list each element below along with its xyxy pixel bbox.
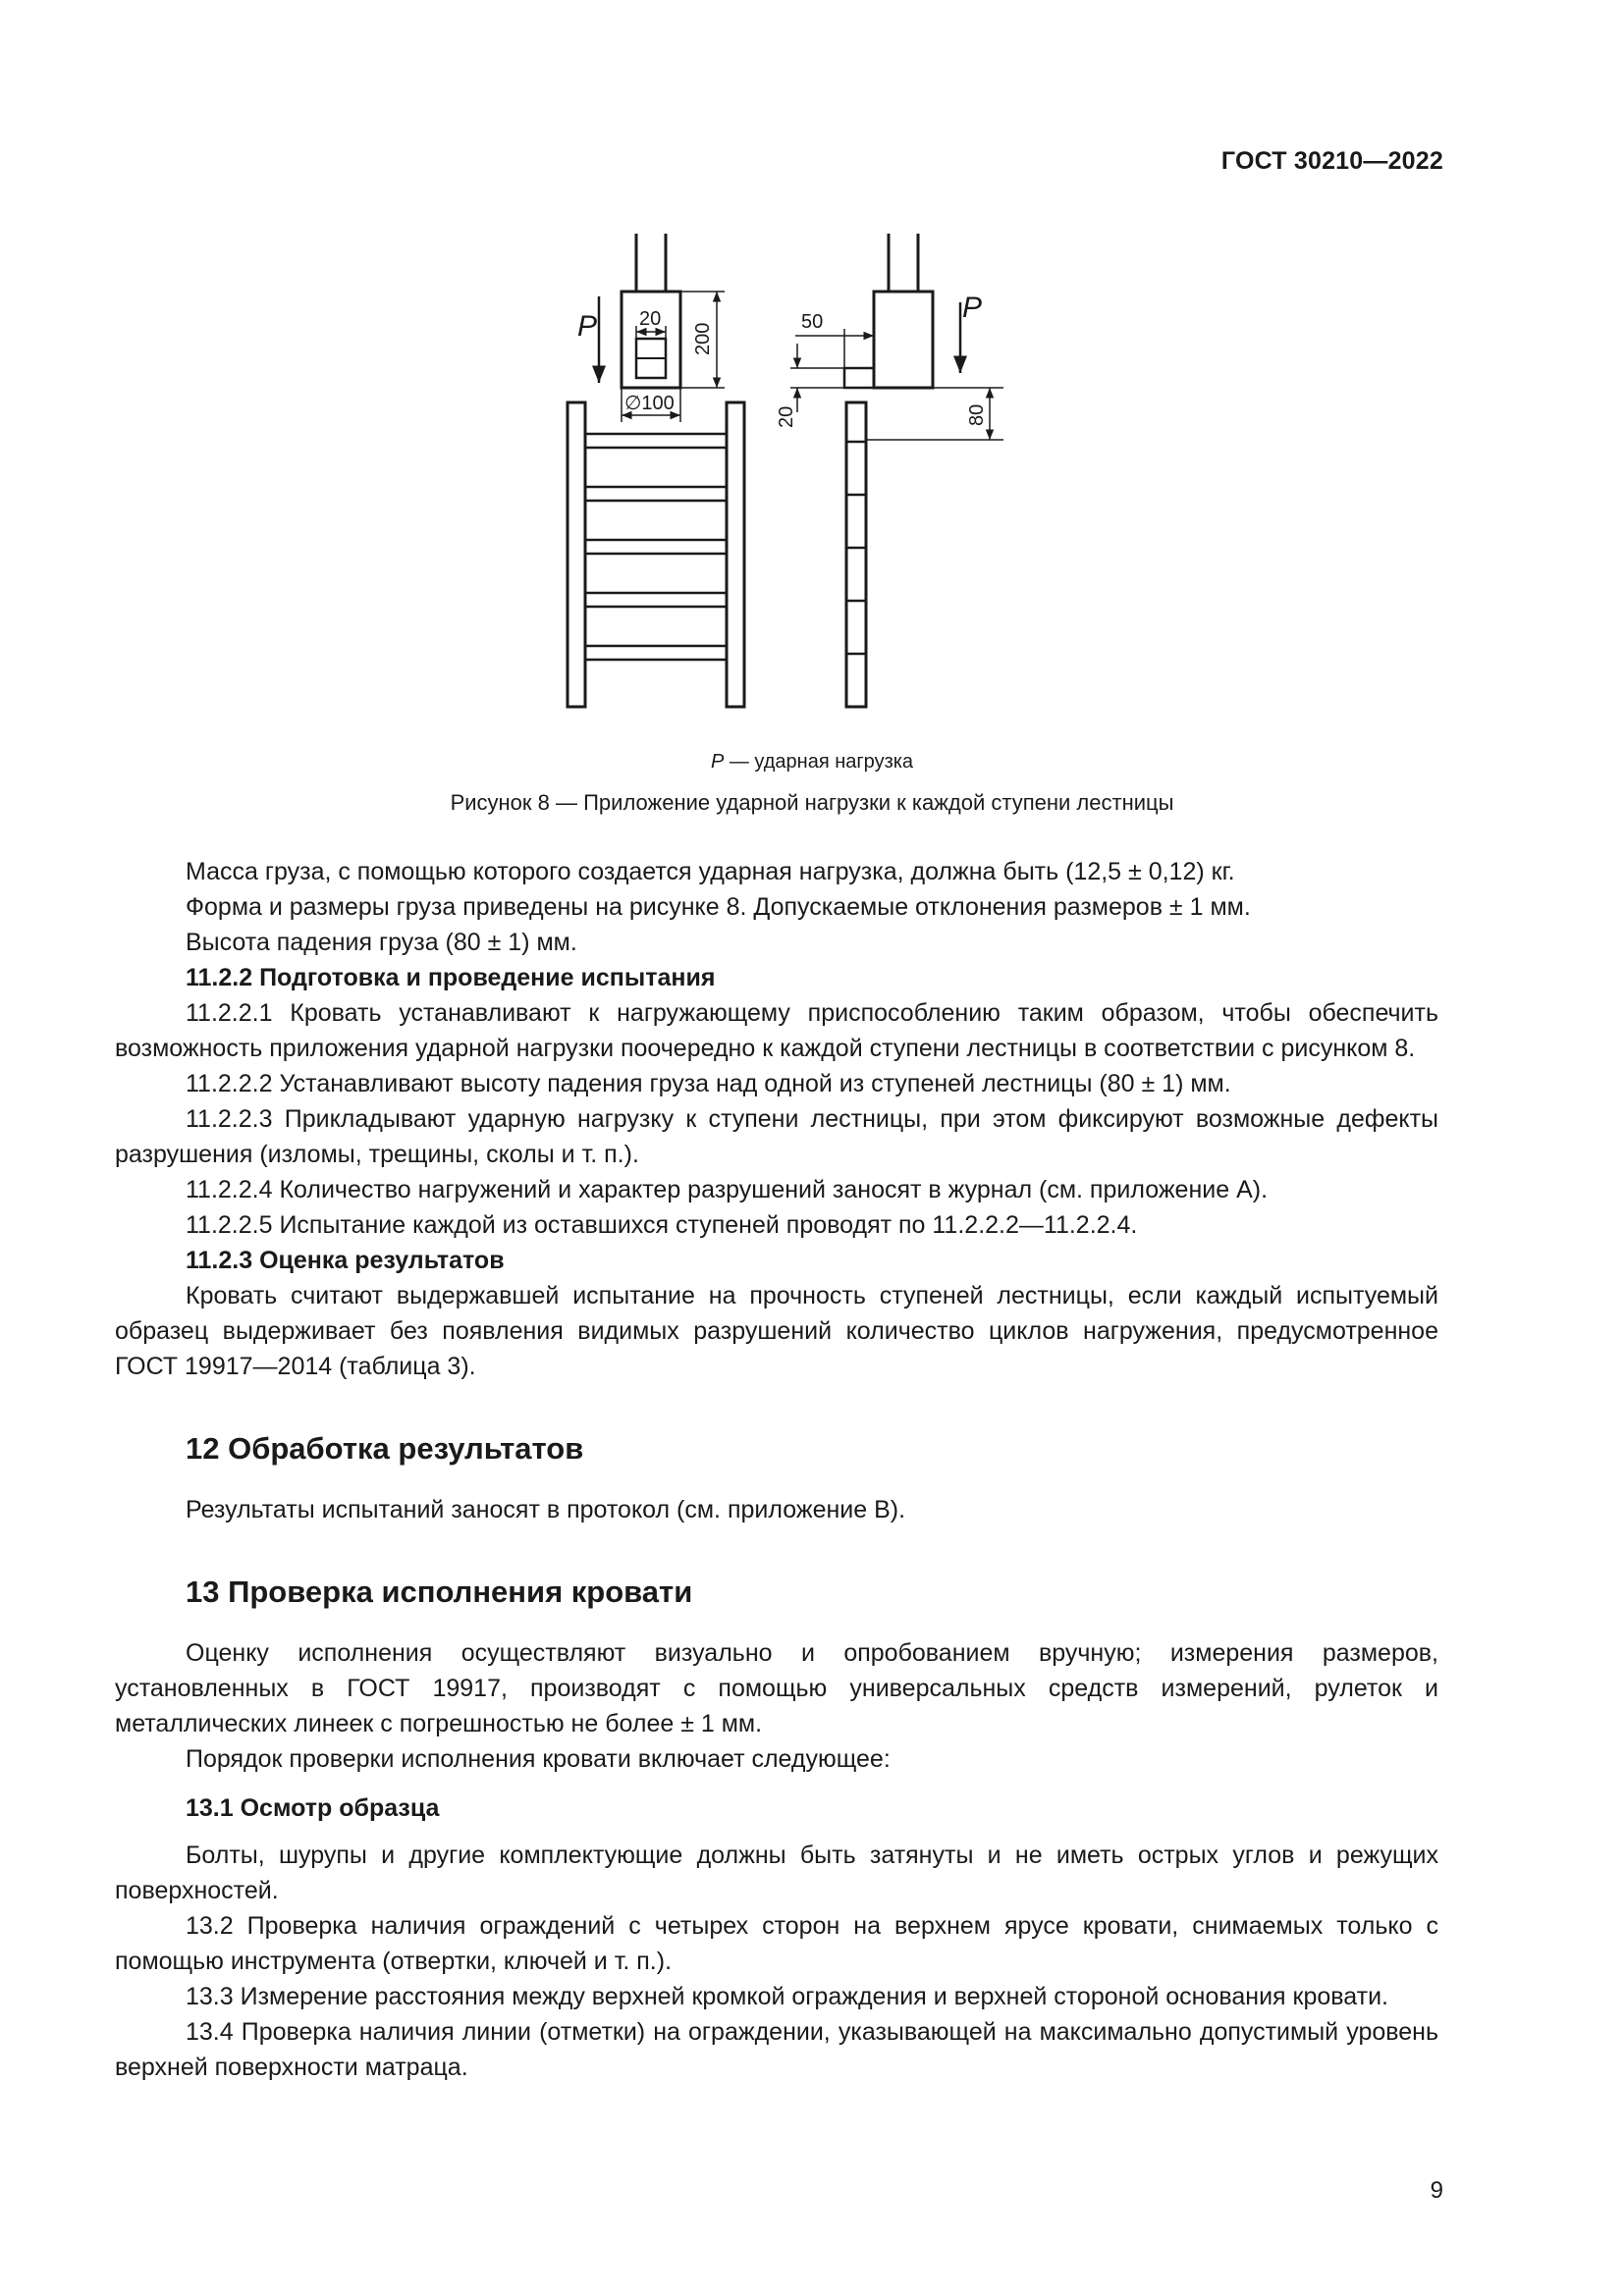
paragraph-section-12: Результаты испытаний заносят в протокол (см. приложение В).	[186, 1496, 906, 1523]
page-number: 9	[1430, 2177, 1443, 2204]
legend-symbol: P	[710, 751, 725, 773]
left-ladder-rail-left	[568, 402, 585, 707]
paragraph-13-4: 13.4 Проверка наличия линии (отметки) на ограждении, указывающей на максимально допустимый уровень верхней поверхности матраца.	[115, 2018, 1438, 2081]
paragraph-13-2: 13.2 Проверка наличия ограждений с четырех сторон на верхнем ярусе кровати, снимаемых только с помощью инструмента (отвертки, ключей и т. п.).	[115, 1912, 1438, 1975]
left-ladder-rung-4	[585, 593, 727, 607]
paragraph-11-2-2-5: 11.2.2.5 Испытание каждой из оставшихся ступеней проводят по 11.2.2.2—11.2.2.4.	[186, 1211, 1138, 1239]
label-dim-20-side: 20	[776, 405, 797, 428]
paragraph-13-order: Порядок проверки исполнения кровати включает следующее:	[186, 1745, 891, 1773]
label-p-left: P	[577, 310, 598, 343]
paragraph-13-intro: Оценку исполнения осуществляют визуально и опробованием вручную; измерения размеров, установленных в ГОСТ 19917, производят с помощью универсальных средств измерений, рулеток и металлических линеек с погрешностью не более ± 1 мм.	[115, 1639, 1438, 1737]
paragraph-11-2-3: Кровать считают выдержавшей испытание на прочность ступеней лестницы, если каждый испытуемый образец выдерживает без появления видимых разрушений количество циклов нагружения, предусмотренное ГОСТ 19917—2014 (таблица 3).	[115, 1282, 1438, 1380]
label-dim-200: 200	[692, 322, 714, 355]
document-header: ГОСТ 30210—2022	[1220, 147, 1443, 175]
heading-13-1: 13.1 Осмотр образца	[186, 1794, 440, 1822]
left-ladder-rung-1	[585, 434, 727, 448]
right-weight-nose	[844, 368, 874, 388]
label-dim-diam-100: ∅100	[624, 393, 675, 414]
heading-section-12: 12 Обработка результатов	[186, 1431, 584, 1466]
paragraph-13-3: 13.3 Измерение расстояния между верхней кромкой ограждения и верхней стороной основания кровати.	[186, 1983, 1388, 2010]
left-ladder-rung-3	[585, 540, 727, 554]
heading-section-13: 13 Проверка исполнения кровати	[186, 1575, 693, 1609]
paragraph-mass: Масса груза, с помощью которого создается ударная нагрузка, должна быть (12,5 ± 0,12) кг.	[186, 858, 1235, 885]
left-ladder-rung-2	[585, 487, 727, 501]
paragraph-11-2-2-2: 11.2.2.2 Устанавливают высоту падения груза над одной из ступеней лестницы (80 ± 1) мм.	[186, 1070, 1231, 1097]
paragraph-11-2-2-3: 11.2.2.3 Прикладывают ударную нагрузку к ступени лестницы, при этом фиксируют возможные дефекты разрушения (изломы, трещины, сколы и т. п.).	[115, 1105, 1438, 1168]
paragraph-11-2-2-4: 11.2.2.4 Количество нагружений и характер разрушений заносят в журнал (см. приложение А).	[186, 1176, 1269, 1203]
left-ladder-rail-right	[727, 402, 744, 707]
ladder-impact-drawing	[550, 226, 1011, 717]
label-dim-50: 50	[801, 311, 824, 333]
paragraph-13-1: Болты, шурупы и другие комплектующие должны быть затянуты и не иметь острых углов и режущих поверхностей.	[115, 1842, 1438, 1904]
left-ladder-rung-5	[585, 646, 727, 660]
figure-8-diagram	[550, 226, 1011, 717]
label-dim-80: 80	[966, 403, 988, 426]
label-p-right: P	[962, 292, 983, 324]
legend-text: — ударная нагрузка	[724, 751, 914, 773]
paragraph-shape: Форма и размеры груза приведены на рисунке 8. Допускаемые отклонения размеров ± 1 мм.	[186, 893, 1251, 921]
right-weight-body	[874, 292, 933, 388]
heading-11-2-3: 11.2.3 Оценка результатов	[186, 1247, 505, 1274]
label-dim-20-top: 20	[639, 308, 662, 330]
heading-11-2-2: 11.2.2 Подготовка и проведение испытания	[186, 964, 716, 991]
paragraph-drop-height: Высота падения груза (80 ± 1) мм.	[186, 929, 577, 956]
right-ladder-rail	[846, 402, 866, 707]
figure-legend	[0, 751, 1624, 774]
document-body	[115, 854, 1438, 2085]
paragraph-11-2-2-1: 11.2.2.1 Кровать устанавливают к нагружающему приспособлению таким образом, чтобы обеспечить возможность приложения ударной нагрузки поочередно к каждой ступени лестницы в соответствии с рисунком 8.	[115, 999, 1438, 1062]
figure-caption: Рисунок 8 — Приложение ударной нагрузки к каждой ступени лестницы	[450, 790, 1174, 815]
